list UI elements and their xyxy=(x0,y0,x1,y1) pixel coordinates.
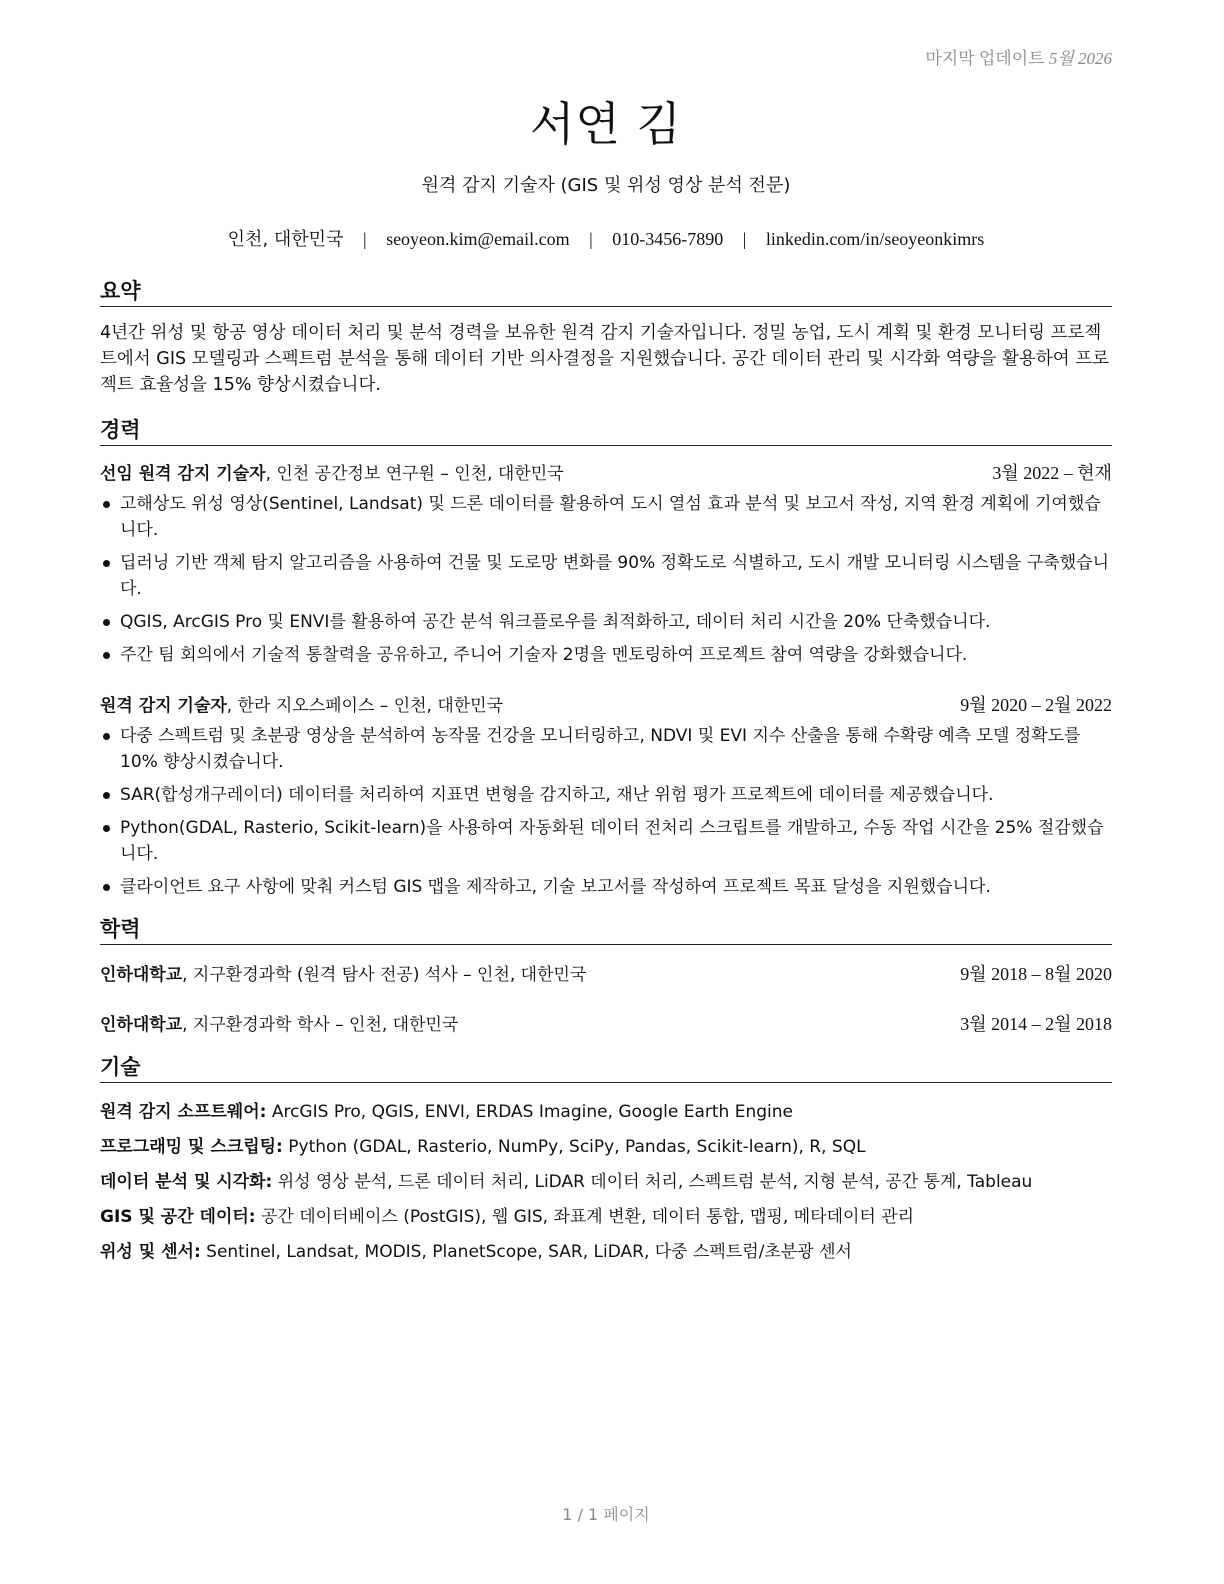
page-number: 1 / 1 페이지 xyxy=(562,1505,650,1524)
job-bullet: 다중 스펙트럼 및 초분광 영상을 분석하여 농작물 건강을 모니터링하고, NDVI 및 EVI 지수 산출을 통해 수확량 예측 모델 정확도를 10% 향상시켰습니다. xyxy=(100,723,1112,775)
job-date: 9월 2020 – 2월 2022 xyxy=(960,695,1112,715)
education-item xyxy=(100,962,1112,987)
job-bullets xyxy=(100,491,1112,675)
candidate-name: 서연 김 xyxy=(530,97,682,151)
job-org: , 한라 지오스페이스 – 인천, 대한민국 xyxy=(226,696,504,716)
skill-row xyxy=(100,1203,1112,1230)
job-bullet: 딥러닝 기반 객체 탐지 알고리즘을 사용하여 건물 및 도로망 변화를 90% 정확도로 식별하고, 도시 개발 모니터링 시스템을 구축했습니다. xyxy=(100,550,1112,602)
contact-phone[interactable]: 010-3456-7890 xyxy=(612,229,724,249)
education-item xyxy=(100,1012,1112,1037)
job-bullets xyxy=(100,723,1112,907)
education-heading: 학력 xyxy=(100,916,1112,945)
skill-label: 위성 및 센서: xyxy=(100,1242,201,1262)
skill-row xyxy=(100,1133,1112,1160)
education-date: 3월 2014 – 2월 2018 xyxy=(960,1014,1112,1034)
education-school: 인하대학교 xyxy=(100,1015,183,1035)
skill-value: ArcGIS Pro, QGIS, ENVI, ERDAS Imagine, Google Earth Engine xyxy=(266,1102,793,1122)
skill-value: 공간 데이터베이스 (PostGIS), 웹 GIS, 좌표계 변환, 데이터 통합, 맵핑, 메타데이터 관리 xyxy=(255,1207,915,1227)
job-bullet: 고해상도 위성 영상(Sentinel, Landsat) 및 드론 데이터를 활용하여 도시 열섬 효과 분석 및 보고서 작성, 지역 환경 계획에 기여했습니다. xyxy=(100,491,1112,543)
skill-label: GIS 및 공간 데이터: xyxy=(100,1207,256,1227)
job-header xyxy=(100,693,1112,718)
summary-heading: 요약 xyxy=(100,278,1112,307)
updated-label: 마지막 업데이트 xyxy=(925,49,1045,68)
job-bullet: SAR(합성개구레이더) 데이터를 처리하여 지표면 변형을 감지하고, 재난 위험 평가 프로젝트에 데이터를 제공했습니다. xyxy=(100,782,1112,808)
job-bullet: 클라이언트 요구 사항에 맞춰 커스텀 GIS 맵을 제작하고, 기술 보고서를 작성하여 프로젝트 목표 달성을 지원했습니다. xyxy=(100,874,1112,900)
skill-value: Sentinel, Landsat, MODIS, PlanetScope, SAR, LiDAR, 다중 스펙트럼/초분광 센서 xyxy=(200,1242,852,1262)
job-date: 3월 2022 – 현재 xyxy=(992,463,1112,483)
skill-value: 위성 영상 분석, 드론 데이터 처리, LiDAR 데이터 처리, 스펙트럼 분석, 지형 분석, 공간 통계, Tableau xyxy=(272,1172,1033,1192)
experience-heading: 경력 xyxy=(100,417,1112,446)
contact-email[interactable]: seoyeon.kim@email.com xyxy=(386,229,570,249)
contact-line xyxy=(100,225,1112,251)
updated-year: 2026 xyxy=(1078,49,1112,68)
last-updated xyxy=(925,44,1112,69)
skill-label: 데이터 분석 및 시각화: xyxy=(100,1172,273,1192)
education-school: 인하대학교 xyxy=(100,965,183,985)
skill-row xyxy=(100,1098,1112,1125)
job-bullet: 주간 팀 회의에서 기술적 통찰력을 공유하고, 주니어 기술자 2명을 멘토링하여 프로젝트 참여 역량을 강화했습니다. xyxy=(100,642,1112,668)
job-bullet: Python(GDAL, Rasterio, Scikit-learn)을 사용하여 자동화된 데이터 전처리 스크립트를 개발하고, 수동 작업 시간을 25% 절감했습니다. xyxy=(100,815,1112,867)
education-detail: , 지구환경과학 (원격 탐사 전공) 석사 – 인천, 대한민국 xyxy=(182,965,587,985)
education-date: 9월 2018 – 8월 2020 xyxy=(960,964,1112,984)
skills-heading: 기술 xyxy=(100,1054,1112,1083)
contact-separator: | xyxy=(589,229,593,249)
summary-text: 4년간 위성 및 항공 영상 데이터 처리 및 분석 경력을 보유한 원격 감지 기술자입니다. 정밀 농업, 도시 계획 및 환경 모니터링 프로젝트에서 GIS 모델링과 스펙트럼 분석을 통해 데이터 기반 의사결정을 지원했습니다. 공간 데이터 관리 및 시각화 역량을 활용하여 프로젝트 효율성을 15% 향상시켰습니다. xyxy=(100,323,1110,395)
contact-separator: | xyxy=(742,229,747,249)
job-title: 원격 감지 기술자 xyxy=(100,696,227,716)
contact-location: 인천, 대한민국 xyxy=(227,229,344,250)
job-title: 선임 원격 감지 기술자 xyxy=(100,464,266,484)
skill-label: 원격 감지 소프트웨어: xyxy=(100,1102,267,1122)
education-detail: , 지구환경과학 학사 – 인천, 대한민국 xyxy=(182,1015,459,1035)
contact-linkedin[interactable]: linkedin.com/in/seoyeonkimrs xyxy=(765,229,985,249)
skill-row xyxy=(100,1168,1112,1195)
skill-value: Python (GDAL, Rasterio, NumPy, SciPy, Pandas, Scikit-learn), R, SQL xyxy=(282,1137,866,1157)
skill-label: 프로그래밍 및 스크립팅: xyxy=(100,1137,283,1157)
updated-month: 5월 xyxy=(1048,49,1074,68)
skill-row xyxy=(100,1238,1112,1265)
resume-page xyxy=(100,0,1112,1584)
job-org: , 인천 공간정보 연구원 – 인천, 대한민국 xyxy=(265,464,564,484)
contact-separator: | xyxy=(362,229,367,249)
job-bullet: QGIS, ArcGIS Pro 및 ENVI를 활용하여 공간 분석 워크플로우를 최적화하고, 데이터 처리 시간을 20% 단축했습니다. xyxy=(100,609,1112,635)
job-header xyxy=(100,461,1112,486)
candidate-tagline: 원격 감지 기술자 (GIS 및 위성 영상 분석 전문) xyxy=(421,175,791,196)
